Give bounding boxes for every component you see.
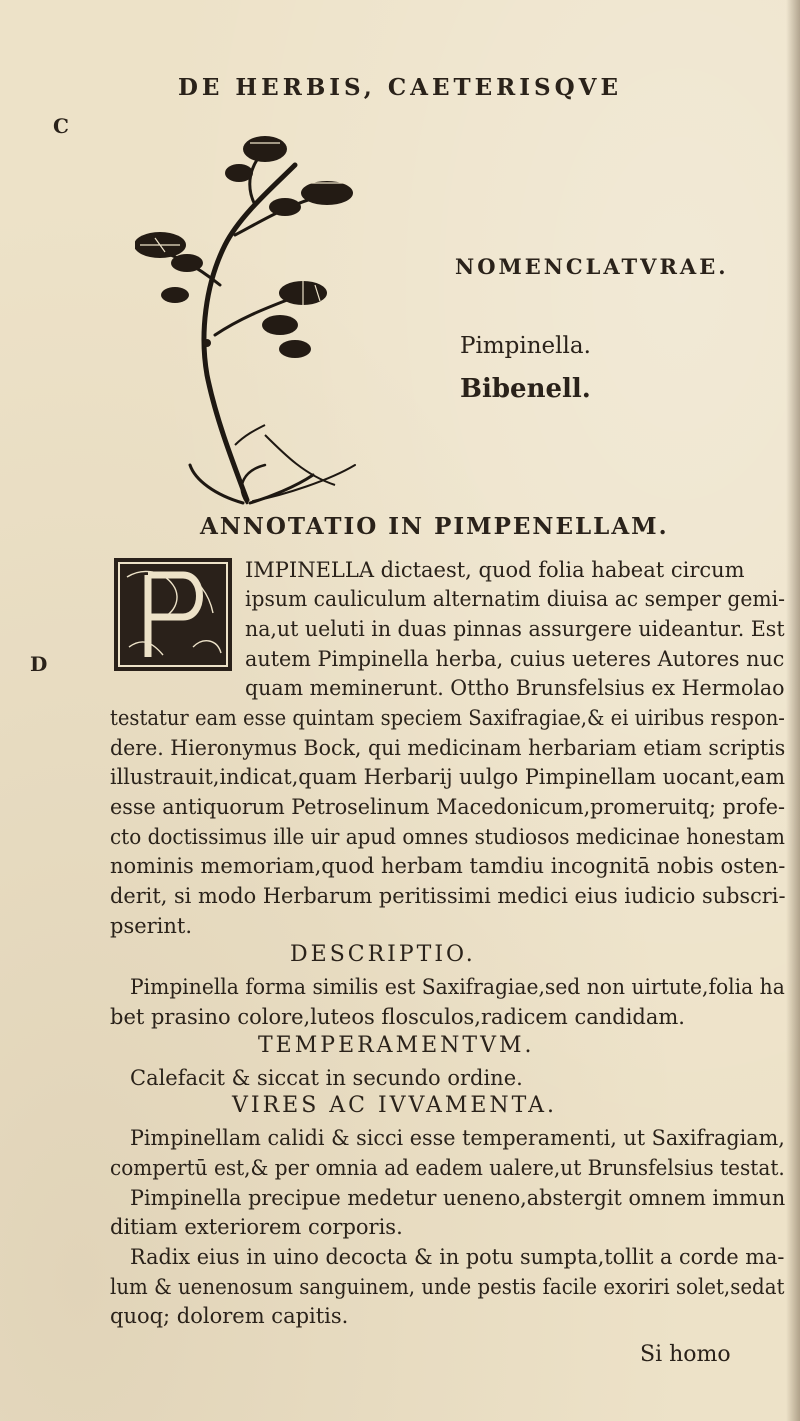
- vires-line: Pimpinella precipue medetur ueneno,abstergit omnem immun: [130, 1186, 786, 1210]
- nomenclature-title: NOMENCLATVRAE.: [455, 254, 729, 279]
- annotation-line: esse antiquorum Petroselinum Macedonicum,promeruitq; profe-: [110, 795, 786, 819]
- vires-heading: VIRES AC IVVAMENTA.: [232, 1093, 558, 1118]
- annotation-line: pserint.: [110, 914, 193, 938]
- temperamentum-line: Calefacit & siccat in secundo ordine.: [130, 1066, 523, 1090]
- german-name: Bibenell.: [460, 374, 591, 404]
- annotation-title: ANNOTATIO IN PIMPENELLAM.: [200, 513, 669, 540]
- latin-name: Pimpinella.: [460, 333, 591, 359]
- annotation-line: autem Pimpinella herba, cuius ueteres Autores nuc: [245, 647, 785, 671]
- annotation-line: quam meminerunt. Ottho Brunsfelsius ex Hermolao: [245, 676, 785, 700]
- pimpinella-woodcut-illustration: [135, 135, 385, 505]
- annotation-line: na,ut ueluti in duas pinnas assurgere uideantur. Est: [245, 617, 785, 641]
- margin-letter-d: D: [30, 652, 48, 676]
- vires-line: compertū est,& per omnia ad eadem ualere,ut Brunsfelsius testat.: [110, 1156, 785, 1180]
- descriptio-heading: DESCRIPTIO.: [290, 942, 476, 967]
- decorated-initial-p: [113, 557, 233, 672]
- descriptio-line: Pimpinella forma similis est Saxifragiae,sed non uirtute,folia ha: [130, 975, 785, 999]
- vires-line: Radix eius in uino decocta & in potu sumpta,tollit a corde ma-: [130, 1245, 785, 1269]
- catchword: Si homo: [640, 1342, 731, 1367]
- margin-letter-c: C: [53, 114, 69, 138]
- vires-line: ditiam exteriorem corporis.: [110, 1215, 403, 1239]
- annotation-line: IMPINELLA dictaest, quod folia habeat circum: [245, 558, 745, 582]
- annotation-line: derit, si modo Herbarum peritissimi medici eius iudicio subscri-: [110, 884, 786, 908]
- annotation-line: testatur eam esse quintam speciem Saxifragiae,& ei uiribus respon-: [110, 706, 785, 730]
- running-header: DE HERBIS, CAETERISQVE: [177, 74, 623, 101]
- annotation-line: illustrauit,indicat,quam Herbarij uulgo Pimpinellam uocant,eam: [110, 765, 786, 789]
- annotation-line: ipsum cauliculum alternatim diuisa ac semper gemi-: [245, 587, 785, 611]
- annotation-line: cto doctissimus ille uir apud omnes studiosos medicinae honestam: [110, 825, 785, 849]
- temperamentum-heading: TEMPERAMENTVM.: [258, 1033, 535, 1058]
- vires-line: Pimpinellam calidi & sicci esse temperamenti, ut Saxifragiam,: [130, 1126, 785, 1150]
- page-edge-shadow: [786, 0, 800, 1421]
- annotation-line: nominis memoriam,quod herbam tamdiu incognitā nobis osten-: [110, 854, 786, 878]
- annotation-line: dere. Hieronymus Bock, qui medicinam herbariam etiam scriptis: [110, 736, 786, 760]
- vires-line: lum & uenenosum sanguinem, unde pestis facile exoriri solet,sedat: [110, 1275, 785, 1299]
- vires-line: quoq; dolorem capitis.: [110, 1304, 349, 1328]
- descriptio-line: bet prasino colore,luteos flosculos,radicem candidam.: [110, 1005, 685, 1029]
